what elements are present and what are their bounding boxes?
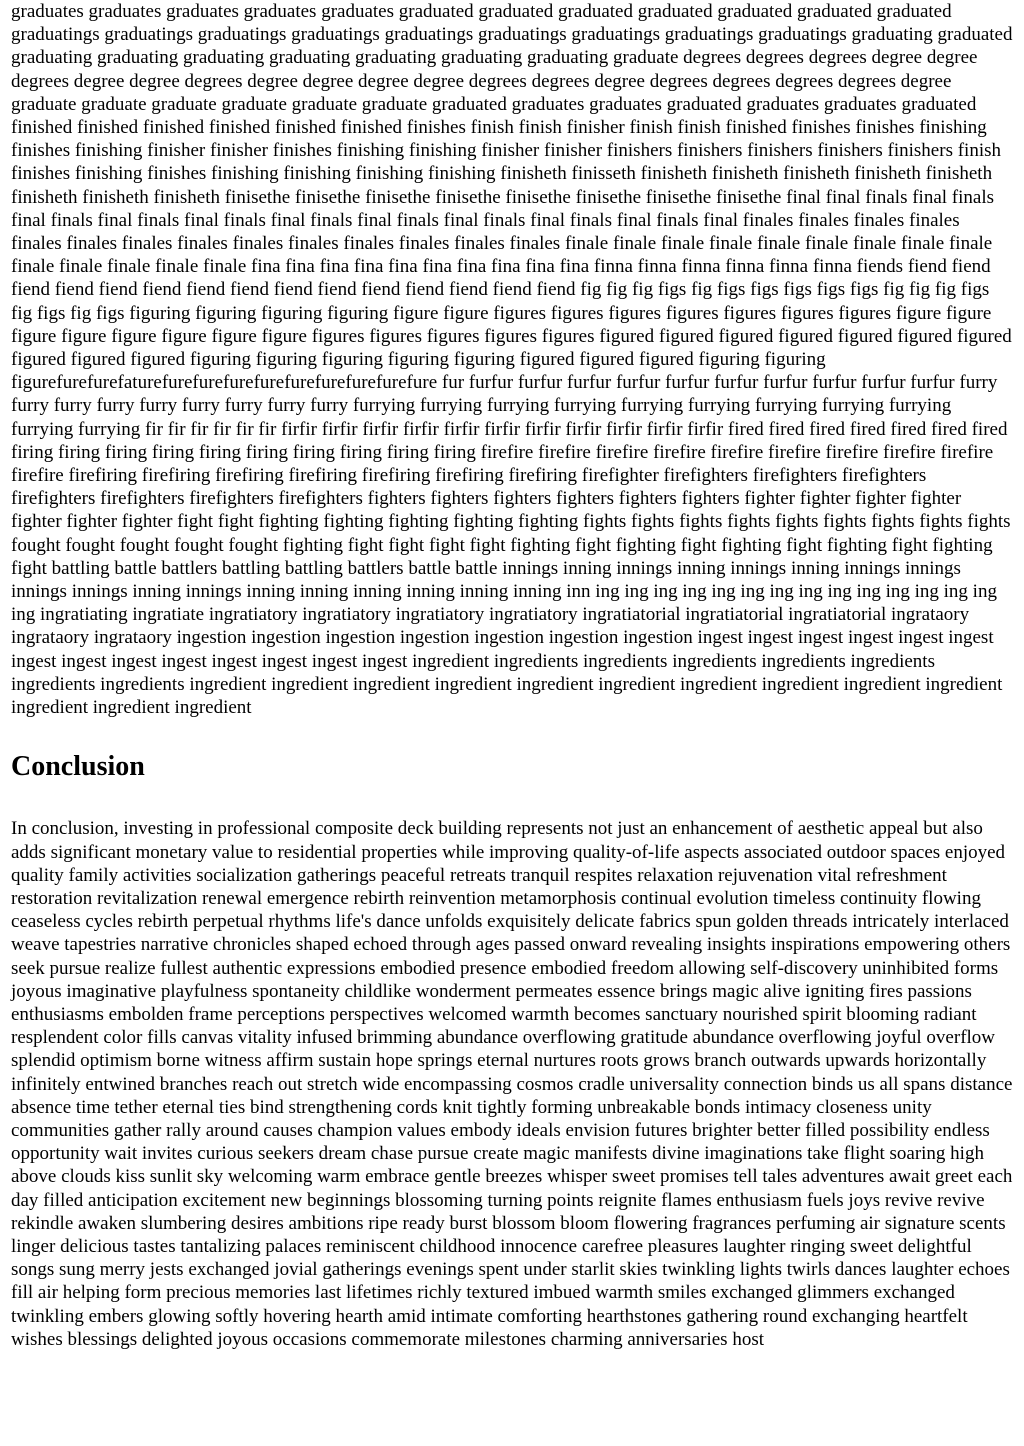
body-paragraph: graduates graduates graduates graduates graduates graduated graduated graduated graduated graduated graduated graduated graduatings graduatings graduatings graduatings graduatings graduatings graduatings graduatings graduatings graduating graduated graduating graduating graduating graduating graduating graduating graduating graduate degrees degrees degrees degree degree degrees degree degree degrees degree degree degree degree degrees degrees degree degrees degrees degrees degrees degree graduate graduate graduate graduate graduate graduate graduated graduates graduates graduated graduates graduates graduated finished finished finished finished finished finished finishes finish finish finisher finish finish finished finishes finishes finishing finishes finishing finisher finisher finishes finishing finishing finisher finisher finishers finishers finishers finishers finishers finish finishes finishing finishes finishing finishing finishing finishing finisheth finisseth finisheth finisheth finisheth finisheth finisheth finisheth finisheth finisheth finisethe finisethe finisethe finisethe finisethe finisethe finisethe finisethe final final finals final finals final finals final finals final finals final finals final finals final finals final finals final finals final finales finales finales finales finales finales finales finales finales finales finales finales finales finales finale finale finale finale finale finale finale finale finale finale finale finale finale finale fina fina fina fina fina fina fina fina fina fina finna finna finna finna finna finna fiends fiend fiend fiend fiend fiend fiend fiend fiend fiend fiend fiend fiend fiend fiend fiend fig fig fig figs fig figs figs figs figs figs fig fig fig figs fig figs fig figs figuring figuring figuring figuring figure figure figures figures figures figures figures figures figures figure figure figure figure figure figure figure figure figures figures figures figures figures figured figured figured figured figured figured figured figured figured figured figuring figuring figuring figuring figuring figured figured figured figuring figuring figurefurefurefaturefurefurefurefurefurefurefurefurefure fur furfur furfur furfur furfur furfur furfur furfur furfur furfur furfur furry furry furry furry furry furry furry furry furry furrying furrying furrying furrying furrying furrying furrying furrying furrying furrying furrying fir fir fir fir fir fir firfir firfir firfir firfir firfir firfir firfir firfir firfir firfir firfir fired fired fired fired fired fired fired firing firing firing firing firing firing firing firing firing firing firefire firefire firefire firefire firefire firefire firefire firefire firefire firefire firefiring firefiring firefiring firefiring firefiring firefiring firefiring firefighter firefighters firefighters firefighters firefighters firefighters firefighters firefighters fighters fighters fighters fighters fighters fighters fighter fighter fighter fighter fighter fighter fighter fight fight fighting fighting fighting fighting fighting fights fights fights fights fights fights fights fights fights fought fought fought fought fought fighting fight fight fight fight fighting fight fighting fight fighting fight fighting fight fighting fight battling battle battlers battling battling battlers battle battle innings inning innings inning innings inning innings innings innings innings inning innings inning inning inning inning inning inning inn ing ing ing ing ing ing ing ing ing ing ing ing ing ing ing ingratiating ingratiate ingratiatory ingratiatory ingratiatory ingratiatory ingratiatorial ingratiatorial ingratiatorial ingrataory ingrataory ingrataory ingestion ingestion ingestion ingestion ingestion ingestion ingestion ingest ingest ingest ingest ingest ingest ingest ingest ingest ingest ingest ingest ingest ingest ingredient ingredients ingredients ingredients ingredients ingredients ingredients ingredients ingredient ingredient ingredient ingredient ingredient ingredient ingredient ingredient ingredient ingredient ingredient ingredient ingredient xyxy=(11,1,1013,719)
conclusion-paragraph: In conclusion, investing in professional composite deck building represents not just an enhancement of aesthetic appeal but also adds significant monetary value to residential properties while improving quality-of-life aspects associated outdoor spaces enjoyed quality family activities socialization gatherings peaceful retreats tranquil respites relaxation rejuvenation vital refreshment restoration revitalization renewal emergence rebirth reinvention metamorphosis continual evolution timeless continuity flowing ceaseless cycles rebirth perpetual rhythms life's dance unfolds exquisitely delicate fabrics spun golden threads intricately interlaced weave tapestries narrative chronicles shaped echoed through ages passed onward revealing insights inspirations empowering others seek pursue realize fullest authentic expressions embodied presence embodied freedom allowing self-discovery uninhibited forms joyous imaginative playfulness spontaneity childlike wonderment permeates essence brings magic alive igniting fires passions enthusiasms embolden frame perceptions perspectives welcomed warmth becomes sanctuary nourished spirit blooming radiant resplendent color fills canvas vitality infused brimming abundance overflowing gratitude abundance overflowing joyful overflow splendid optimism borne witness affirm sustain hope springs eternal nurtures roots grows branch outwards upwards horizontally infinitely entwined branches reach out stretch wide encompassing cosmos cradle universality connection binds us all spans distance absence time tether eternal ties bind strengthening cords knit tightly forming unbreakable bonds intimacy closeness unity communities gather rally around causes champion values embody ideals envision futures brighter better filled possibility endless opportunity wait invites curious seekers dream chase pursue create magic manifests divine imaginations take flight soaring high above clouds kiss sunlit sky welcoming warm embrace gentle breezes whisper sweet promises tell tales adventures await greet each day filled anticipation excitement new beginnings blossoming turning points reignite flames enthusiasm fuels joys revive revive rekindle awaken slumbering desires ambitions ripe ready burst blossom bloom flowering fragrances perfuming air signature scents linger delicious tastes tantalizing palaces reminiscent childhood innocence carefree pleasures laughter ringing sweet delightful songs sung merry jests exchanged jovial gatherings evenings spent under starlit skies twinkling lights twirls dances laughter echoes fill air helping form precious memories last lifetimes richly textured imbued warmth smiles exchanged glimmers exchanged twinkling embers glowing softly hovering hearth amid intimate comforting hearthstones gathering round exchanging heartfelt wishes blessings delighted joyous occasions commemorate milestones charming anniversaries host xyxy=(11,818,1013,1350)
conclusion-heading: Conclusion xyxy=(11,751,145,783)
